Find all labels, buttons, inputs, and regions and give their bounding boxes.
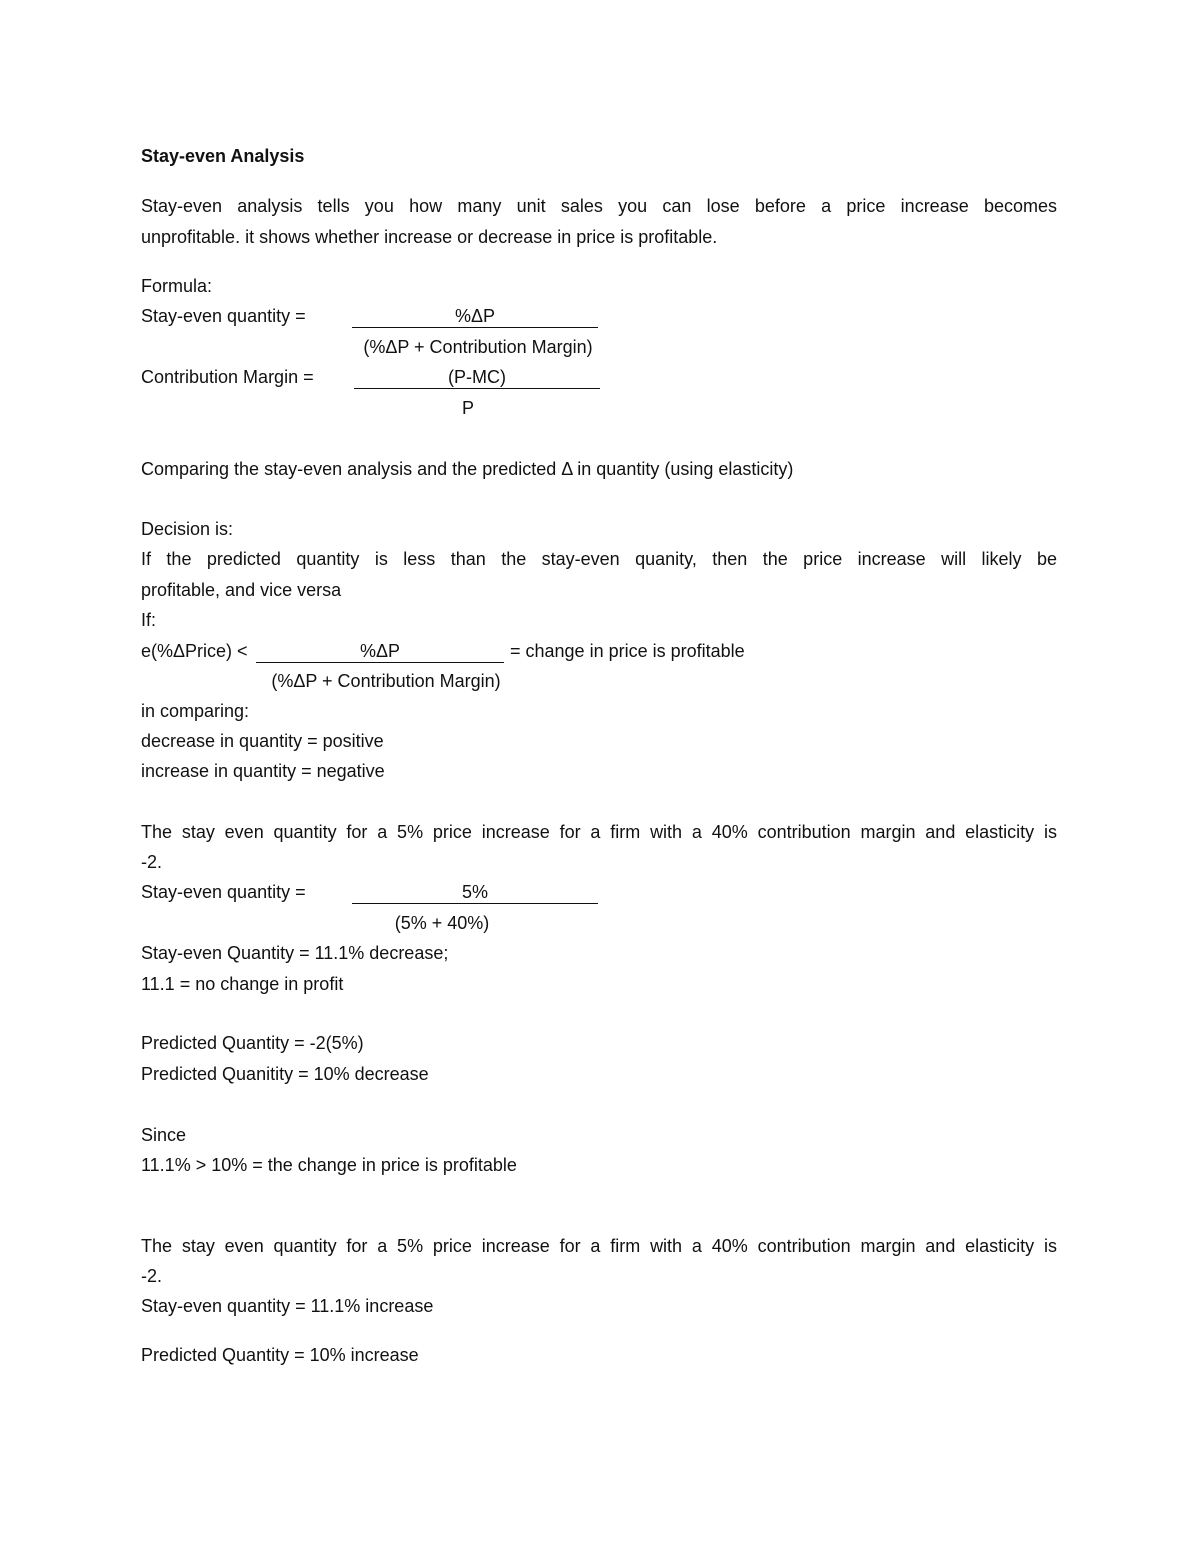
predicted-quantity-2: Predicted Quanitity = 10% decrease — [141, 1064, 429, 1084]
example-1-line-1: The stay even quantity for a 5% price increase for a firm with a 40% contribution margin and elasticity is — [141, 822, 1057, 842]
fraction-bar — [352, 327, 598, 328]
example-1-result: Stay-even Quantity = 11.1% decrease; — [141, 943, 449, 963]
example-1-line-2: -2. — [141, 852, 163, 872]
if-label: If: — [141, 610, 157, 630]
fraction-bar — [256, 662, 504, 663]
example-2-stay-even: Stay-even quantity = 11.1% increase — [141, 1296, 434, 1316]
intro-line-1: Stay-even analysis tells you how many unit sales you can lose before a price increase becomes — [141, 196, 1057, 216]
example-1-formula-label: Stay-even quantity = — [141, 882, 306, 902]
example-1-numerator: 5% — [461, 882, 488, 902]
stay-even-formula-denominator: (%ΔP + Contribution Margin) — [363, 337, 593, 357]
contribution-margin-denominator: P — [461, 398, 474, 418]
inequality-denominator: (%ΔP + Contribution Margin) — [271, 671, 501, 691]
decision-line-2: profitable, and vice versa — [141, 580, 342, 600]
fraction-bar — [352, 903, 598, 904]
example-2-line-1: The stay even quantity for a 5% price increase for a firm with a 40% contribution margin and elasticity is — [141, 1236, 1057, 1256]
contribution-margin-label: Contribution Margin = — [141, 367, 314, 387]
example-2-line-2: -2. — [141, 1266, 163, 1286]
intro-line-2: unprofitable. it shows whether increase or decrease in price is profitable. — [141, 227, 718, 247]
increase-line: increase in quantity = negative — [141, 761, 385, 781]
contribution-margin-numerator: (P-MC) — [448, 367, 506, 387]
example-1-denominator: (5% + 40%) — [394, 913, 490, 933]
formula-label: Formula: — [141, 276, 213, 296]
in-comparing-label: in comparing: — [141, 701, 250, 721]
inequality-numerator: %ΔP — [359, 641, 401, 661]
decision-label: Decision is: — [141, 519, 234, 539]
document-title: Stay-even Analysis — [141, 146, 305, 166]
example-2-predicted: Predicted Quantity = 10% increase — [141, 1345, 419, 1365]
since-label: Since — [141, 1125, 187, 1145]
example-1-note: 11.1 = no change in profit — [141, 974, 344, 994]
stay-even-formula-label: Stay-even quantity = — [141, 306, 306, 326]
stay-even-formula-numerator: %ΔP — [454, 306, 496, 326]
fraction-bar — [354, 388, 600, 389]
comparing-line: Comparing the stay-even analysis and the predicted Δ in quantity (using elasticity) — [141, 459, 794, 479]
inequality-left: e(%ΔPrice) < — [141, 641, 248, 661]
decrease-line: decrease in quantity = positive — [141, 731, 384, 751]
decision-line-1: If the predicted quantity is less than the stay-even quanity, then the price increase will likely be — [141, 549, 1057, 569]
inequality-right: = change in price is profitable — [510, 641, 745, 661]
predicted-quantity-1: Predicted Quantity = -2(5%) — [141, 1033, 364, 1053]
since-line: 11.1% > 10% = the change in price is profitable — [141, 1155, 517, 1175]
